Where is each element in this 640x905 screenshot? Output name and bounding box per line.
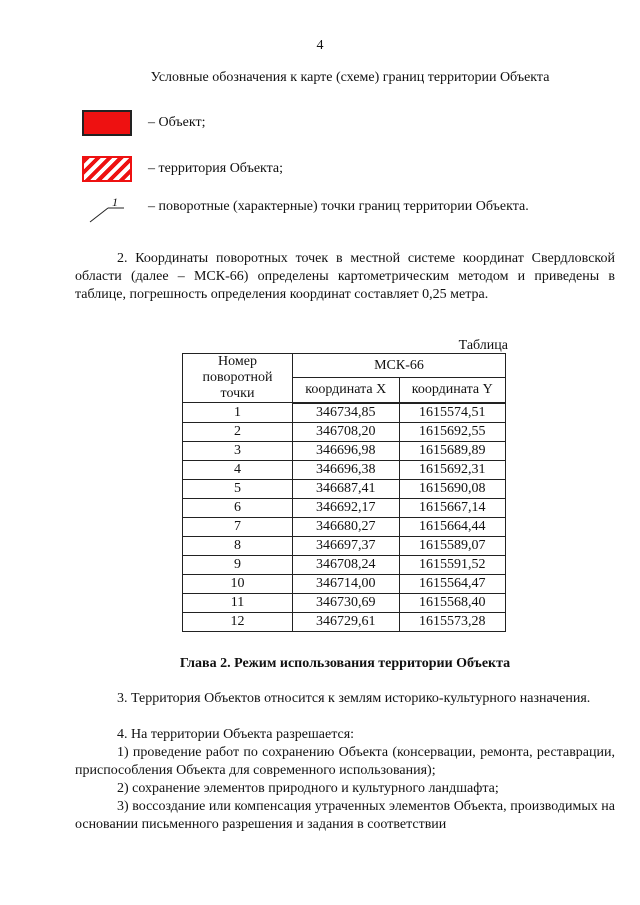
list-item-2: 2) сохранение элементов природного и культурного ландшафта; — [117, 781, 499, 796]
paragraph-2: 2. Координаты поворотных точек в местной системе координат Свердловской области (далее – МСК-66) определены картометрическим методом и приведены в таблице, погрешность определения координат составляет 0,25 метра. — [75, 251, 615, 302]
paragraph-4: 4. На территории Объекта разрешается: — [117, 727, 355, 742]
table-row: 7 346680,27 1615664,44 — [183, 517, 506, 536]
turning-point-icon — [82, 194, 132, 220]
header-coordinate-x: координата X — [293, 378, 400, 403]
object-swatch-icon — [82, 110, 132, 136]
page-number: 4 — [316, 38, 324, 53]
turning-point-number: 1 — [112, 195, 118, 209]
header-coordinate-system: МСК-66 — [293, 354, 506, 378]
table-row: 9 346708,24 1615591,52 — [183, 555, 506, 574]
table-caption: Таблица — [458, 338, 508, 353]
legend-label: – поворотные (характерные) точки границ территории Объекта. — [148, 199, 529, 214]
table-row: 4 346696,38 1615692,31 — [183, 460, 506, 479]
table-row: 6 346692,17 1615667,14 — [183, 498, 506, 517]
territory-hatch-icon — [82, 156, 132, 182]
legend-item-points — [82, 192, 529, 222]
header-coordinate-y: координата Y — [399, 378, 506, 403]
legend-item-territory — [82, 154, 283, 184]
chapter-title: Глава 2. Режим использования территории Объекта — [179, 656, 511, 671]
header-point-number: Номер поворотной точки — [183, 354, 293, 403]
coordinates-table — [182, 353, 506, 632]
list-item-3: 3) воссоздание или компенсация утраченных элементов Объекта, производимых на основании письменного разрешения и задания в соответствии — [75, 799, 615, 832]
table-row: 11 346730,69 1615568,40 — [183, 593, 506, 612]
paragraph-3: 3. Территория Объектов относится к землям историко-культурного назначения. — [117, 691, 591, 706]
table-row: 5 346687,41 1615690,08 — [183, 479, 506, 498]
table-row: 10 346714,00 1615564,47 — [183, 574, 506, 593]
table-row: 3 346696,98 1615689,89 — [183, 441, 506, 460]
legend-item-object — [82, 108, 205, 138]
table-row: 1 346734,85 1615574,51 — [183, 403, 506, 423]
table-row: 12 346729,61 1615573,28 — [183, 612, 506, 631]
table-row: 2 346708,20 1615692,55 — [183, 422, 506, 441]
legend-label: – Объект; — [148, 115, 206, 130]
legend-label: – территория Объекта; — [148, 161, 284, 176]
list-item-1: 1) проведение работ по сохранению Объекта (консервации, ремонта, реставрации, приспособления Объекта для современного использования); — [75, 745, 615, 778]
table-row: 8 346697,37 1615589,07 — [183, 536, 506, 555]
legend-title: Условные обозначения к карте (схеме) границ территории Объекта — [150, 70, 550, 85]
